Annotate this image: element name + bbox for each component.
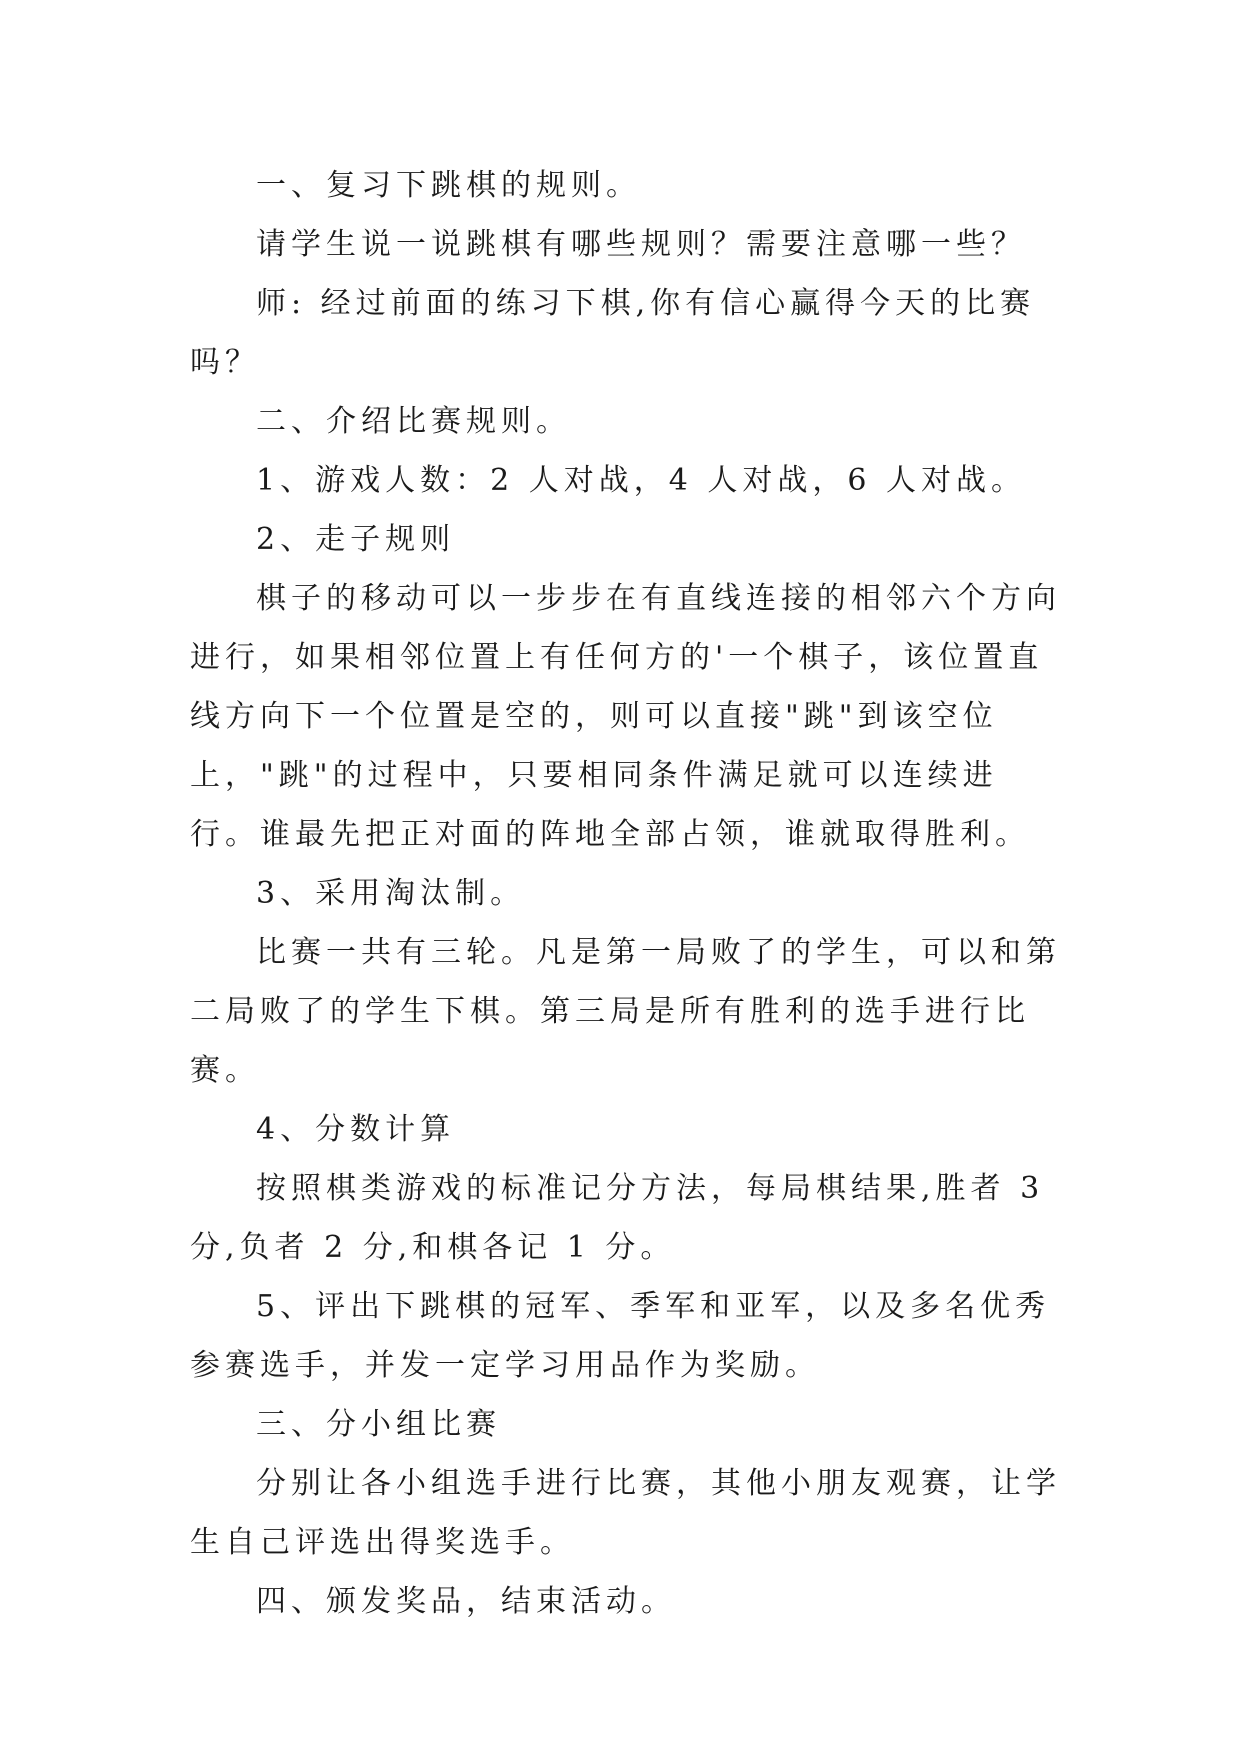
rule-move-heading: 2、走子规则	[256, 522, 456, 557]
document-body	[190, 156, 1066, 1631]
paragraph-teacher: 师: 经过前面的练习下棋,你有信心赢得今天的比赛吗？	[190, 286, 1036, 380]
heading-competition-rules: 二、介绍比赛规则。	[256, 404, 571, 439]
heading-group-match: 三、分小组比赛	[256, 1407, 501, 1442]
heading-review-rules: 一、复习下跳棋的规则。	[256, 168, 641, 203]
paragraph-group-match: 分别让各小组选手进行比赛，其他小朋友观赛，让学生自己评选出得奖选手。	[190, 1466, 1061, 1560]
rule-elimination: 3、采用淘汰制。	[256, 876, 526, 911]
paragraph-rounds: 比赛一共有三轮。凡是第一局败了的学生，可以和第二局败了的学生下棋。第三局是所有胜利的选手进行比赛。	[190, 935, 1061, 1088]
rule-player-count: 1、游戏人数：2 人对战，4 人对战，6 人对战。	[256, 463, 1026, 498]
paragraph-question: 请学生说一说跳棋有哪些规则？需要注意哪一些？	[256, 227, 1026, 262]
rule-scoring-heading: 4、分数计算	[256, 1112, 456, 1147]
heading-prizes: 四、颁发奖品，结束活动。	[256, 1584, 676, 1619]
paragraph-move-rules: 棋子的移动可以一步步在有直线连接的相邻六个方向进行，如果相邻位置上有任何方的'一个棋子，该位置直线方向下一个位置是空的，则可以直接"跳"到该空位上，"跳"的过程中，只要相同条件满足就可以连续进行。谁最先把正对面的阵地全部占领，谁就取得胜利。	[190, 581, 1061, 852]
paragraph-awards: 5、评出下跳棋的冠军、季军和亚军，以及多名优秀参赛选手，并发一定学习用品作为奖励。	[190, 1289, 1051, 1383]
paragraph-scoring: 按照棋类游戏的标准记分方法，每局棋结果,胜者 3 分,负者 2 分,和棋各记 1 分。	[190, 1171, 1045, 1265]
